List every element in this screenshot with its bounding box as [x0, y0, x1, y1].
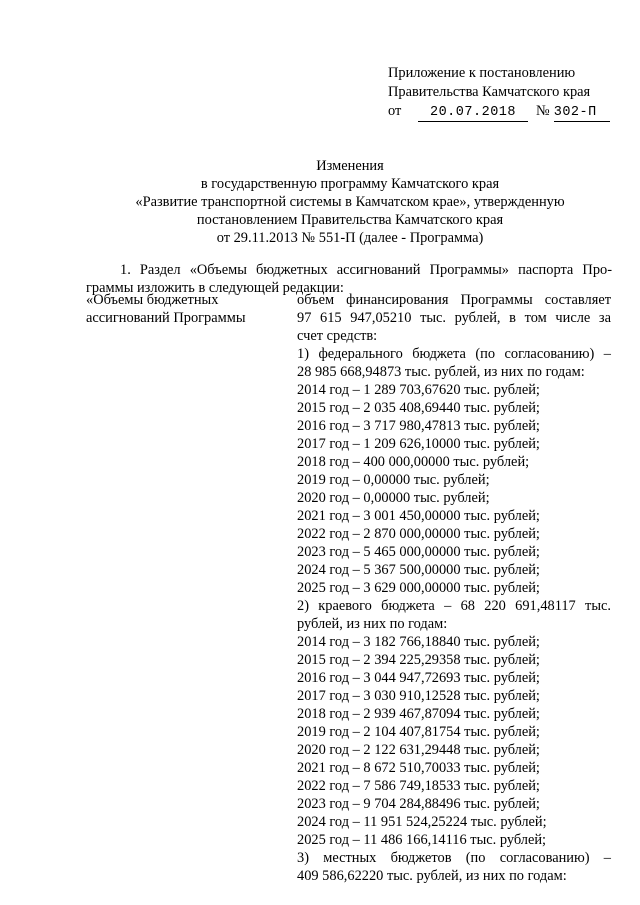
budget-line: счет средств:	[297, 328, 378, 344]
budget-line: 2025 год – 3 629 000,00000 тыс. рублей;	[297, 580, 540, 596]
budget-line: 2025 год – 11 486 166,14116 тыс. рублей;	[297, 832, 547, 848]
title-line-5: от 29.11.2013 № 551-П (далее - Программа)	[216, 230, 484, 246]
appendix-date-number-row	[388, 102, 618, 122]
appendix-line-1: Приложение к постановлению	[388, 65, 576, 81]
budget-line: 97 615 947,05210 тыс. рублей, в том числе за	[297, 310, 611, 326]
title-line-3: «Развитие транспортной системы в Камчатском крае», утвержденную	[135, 194, 565, 210]
budget-line: 2014 год – 3 182 766,18840 тыс. рублей;	[297, 634, 540, 650]
budget-line: 2016 год – 3 044 947,72693 тыс. рублей;	[297, 670, 540, 686]
budget-line: 2020 год – 2 122 631,29448 тыс. рублей;	[297, 742, 540, 758]
title-line-4: постановлением Правительства Камчатского края	[196, 212, 504, 228]
intro-line-1: 1. Раздел «Объемы бюджетных ассигнований Программы» паспорта Про-	[120, 262, 612, 278]
budget-line: 2023 год – 9 704 284,88496 тыс. рублей;	[297, 796, 540, 812]
budget-section-label	[86, 291, 286, 327]
budget-line: 2024 год – 11 951 524,25224 тыс. рублей;	[297, 814, 547, 830]
budget-line: 2018 год – 2 939 467,87094 тыс. рублей;	[297, 706, 540, 722]
budget-line: 2021 год – 8 672 510,70033 тыс. рублей;	[297, 760, 540, 776]
budget-line: 2024 год – 5 367 500,00000 тыс. рублей;	[297, 562, 540, 578]
budget-line: 2018 год – 400 000,00000 тыс. рублей;	[297, 454, 530, 470]
budget-line: рублей, из них по годам:	[297, 616, 448, 632]
budget-line: 28 985 668,94873 тыс. рублей, из них по годам:	[297, 364, 585, 380]
budget-line: объем финансирования Программы составляет	[297, 292, 611, 308]
budget-line: 2021 год – 3 001 450,00000 тыс. рублей;	[297, 508, 540, 524]
budget-line: 2022 год – 2 870 000,00000 тыс. рублей;	[297, 526, 540, 542]
budget-line: 2) краевого бюджета – 68 220 691,48117 тыс.	[297, 598, 611, 614]
budget-label-line-1: «Объемы бюджетных	[86, 292, 219, 308]
appendix-header	[388, 64, 618, 122]
budget-line: 2017 год – 3 030 910,12528 тыс. рублей;	[297, 688, 540, 704]
title-line-2: в государственную программу Камчатского края	[200, 176, 500, 192]
budget-line: 3) местных бюджетов (по согласованию) –	[297, 850, 611, 866]
budget-line: 2020 год – 0,00000 тыс. рублей;	[297, 490, 490, 506]
budget-line: 1) федерального бюджета (по согласованию) –	[297, 346, 611, 362]
title-line-1: Изменения	[316, 158, 384, 174]
intro-line-2: граммы изложить в следующей редакции:	[86, 280, 344, 296]
budget-line: 2017 год – 1 209 626,10000 тыс. рублей;	[297, 436, 540, 452]
budget-line: 2019 год – 2 104 407,81754 тыс. рублей;	[297, 724, 540, 740]
appendix-number: 302-П	[554, 105, 610, 122]
budget-line: 2015 год – 2 394 225,29358 тыс. рублей;	[297, 652, 540, 668]
appendix-from-label: от	[388, 103, 402, 119]
appendix-number-sign: №	[536, 103, 550, 119]
budget-line: 2023 год – 5 465 000,00000 тыс. рублей;	[297, 544, 540, 560]
appendix-date: 20.07.2018	[418, 105, 528, 122]
budget-line: 409 586,62220 тыс. рублей, из них по годам:	[297, 868, 567, 884]
budget-section-content	[297, 291, 611, 885]
appendix-line-2: Правительства Камчатского края	[388, 84, 591, 100]
document-title	[80, 157, 620, 247]
budget-line: 2015 год – 2 035 408,69440 тыс. рублей;	[297, 400, 540, 416]
budget-label-line-2: ассигнований Программы	[86, 310, 246, 326]
budget-line: 2019 год – 0,00000 тыс. рублей;	[297, 472, 490, 488]
budget-line: 2022 год – 7 586 749,18533 тыс. рублей;	[297, 778, 540, 794]
budget-line: 2016 год – 3 717 980,47813 тыс. рублей;	[297, 418, 540, 434]
budget-line: 2014 год – 1 289 703,67620 тыс. рублей;	[297, 382, 540, 398]
